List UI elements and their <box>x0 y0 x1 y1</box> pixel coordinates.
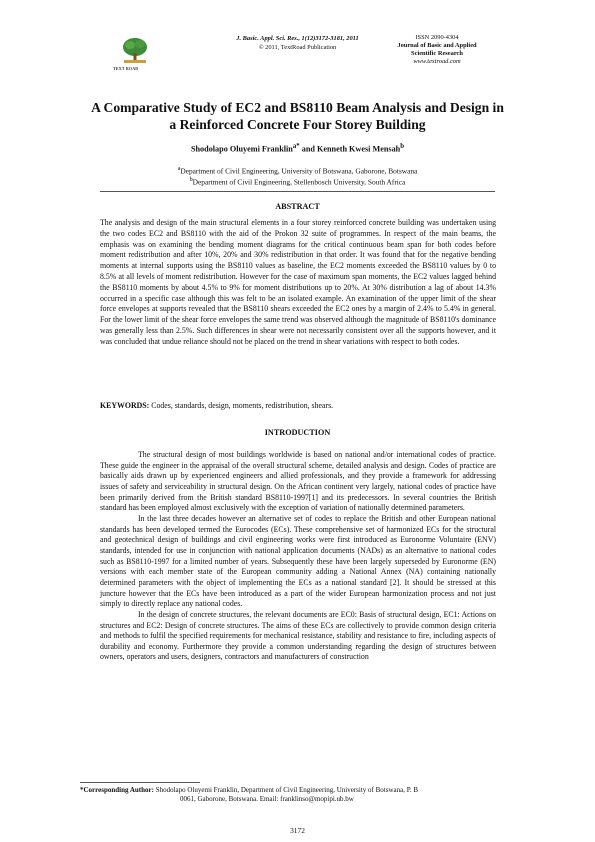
keywords-list: Codes, standards, design, moments, redistribution, shears. <box>149 401 334 410</box>
journal-citation: J. Basic. Appl. Sci. Res., 1(12)3172-3181, 2011 <box>236 35 359 42</box>
footnote-continuation: 0061, Gaborone, Botswana. Email: franklinso@mopipi.ub.bw <box>180 795 354 804</box>
keywords-label: KEYWORDS: <box>100 401 150 410</box>
abstract-text: The analysis and design of the main structural elements in a four storey reinforced concrete building was undertaken using the two codes EC2 and BS8110 with the aid of the Prokon 32 suite of programmes. In respect of the main beams, the emphasis was on examining the bending moment diagrams for the critical continuous beam span for both codes before moment redistribution and after 10%, 20% and 30% redistribution in that order. It was found that for the negative bending moments at internal supports using the BS8110 values as baseline, the EC2 moments exceeded the BS8110 values by 0 to 8.5% at all levels of moment redistribution. However for the case of maximum span moments, the EC2 values lagged behind the BS8110 moments by about 4.5% to 9% for moment distributions up to 20%. At 30% distribution a lag of about 14.3% occurred in a specific case although this was felt to be an isolated example. An examination of the upper limit of the shear force envelopes at supports revealed that the BS8110 shears exceeded the EC2 ones by a margin of 2.4% to 5.4% in general. For the lower limit of the shear force envelopes the same trend was observed although the magnitude of BS8110's dominance was generally less than 2.5%. Such differences in shear were not necessarily consistent over all the supports however, and it was concluded that undue reliance should not be placed on the trend in shear variations with respect to both codes. <box>100 218 496 346</box>
paper-title <box>70 99 525 133</box>
footnote-label: *Corresponding Author: <box>80 786 154 794</box>
author-2-sup: b <box>400 143 405 150</box>
footnote-divider <box>80 782 200 783</box>
corresponding-author-footnote <box>80 786 510 805</box>
intro-paragraph-2: In the last three decades however an alternative set of codes to replace the British and other European national standards has been developed termed the Eurocodes (ECs). These comprehensive set of harmonized ECs for the structural and geotechnical design of buildings and civil engineering works were first introduced as Euronorme Voluntaire (ENV) standards, intended for use in conjunction with national application documents (NADs) as an alternative to national codes such as BS8110-1997 for a limited number of years. Subsequently these have been largely superseded by Euronorme (EN) versions with each member state of the European community adding a National Annex (NA) containing nationally determined parameters with the object of implementing the ECs as a national standard [2]. It should be stressed at this juncture however that the ECs have been introduced as a part of the wider European harmonization process and not just simply to directly replace any national codes. <box>100 513 496 609</box>
journal-info-block <box>378 34 496 66</box>
journal-name-line1: Journal of Basic and Applied <box>397 42 477 49</box>
introduction-heading: INTRODUCTION <box>264 428 331 437</box>
intro-paragraph-1: The structural design of most buildings worldwide is based on national and/or international codes of practice. These guide the engineer in the appraisal of the overall structural scheme, detailed analysis and design. Codes of practice are basically aids drawn up by experienced engineers and allied professionals, and they provide a framework for addressing issues of safety and serviceability in structural design. On the African continent very largely, national codes of practice have been primarily derived from the British standard BS8110-1997[1] and its predecessors. In several countries the British standard has been employed almost exclusively with the exception of variation of nationally determined parameters. <box>100 450 496 513</box>
logo-caption: TEXT ROAD <box>113 66 139 71</box>
affiliations <box>70 165 525 187</box>
journal-name-line2: Scientific Research <box>411 50 463 57</box>
journal-url: www.textroad.com <box>413 58 461 65</box>
keywords <box>100 401 496 412</box>
affiliation-a: Department of Civil Engineering, University of Botswana, Gaborone, Botswana <box>180 166 418 176</box>
publisher-logo <box>120 36 150 66</box>
tree-logo-icon <box>120 36 150 66</box>
title-line-1: A Comparative Study of EC2 and BS8110 Beam Analysis and Design in <box>91 100 504 115</box>
author-join: and Kenneth Kwesi Mensah <box>299 144 401 154</box>
footnote-text: Shodolapo Oluyemi Franklin, Department of Civil Engineering, University of Botswana, P. B <box>153 786 418 794</box>
authors <box>70 143 525 154</box>
introduction-body <box>100 450 496 663</box>
abstract-heading: ABSTRACT <box>275 202 320 211</box>
page-number: 3172 <box>290 826 305 835</box>
affiliation-b: Department of Civil Engineering, Stellenbosch University, South Africa <box>192 177 406 187</box>
affil-a-sup: a <box>177 166 181 172</box>
author-1-sup: a* <box>292 143 300 150</box>
copyright: © 2011, TextRoad Publication <box>258 44 337 52</box>
affil-b-sup: b <box>189 176 193 183</box>
divider <box>100 191 495 192</box>
issn: ISSN 2090-4304 <box>415 34 459 41</box>
author-1: Shodolapo Oluyemi Franklin <box>190 144 293 154</box>
journal-citation-block <box>190 34 405 52</box>
intro-paragraph-3: In the design of concrete structures, the relevant documents are EC0: Basis of structural design, EC1: Actions on structures and EC2: Design of concrete structures. The aims of these ECs are collectively to provide common design criteria and methods to fulfil the specified requirements for mechanical resistance, stability and resistance to fire, including aspects of durability and economy. Furthermore they provide a common understanding regarding the design of structures between owners, operators and users, designers, contractors and manufacturers of construction <box>100 609 496 662</box>
title-line-2: a Reinforced Concrete Four Storey Building <box>169 117 426 132</box>
